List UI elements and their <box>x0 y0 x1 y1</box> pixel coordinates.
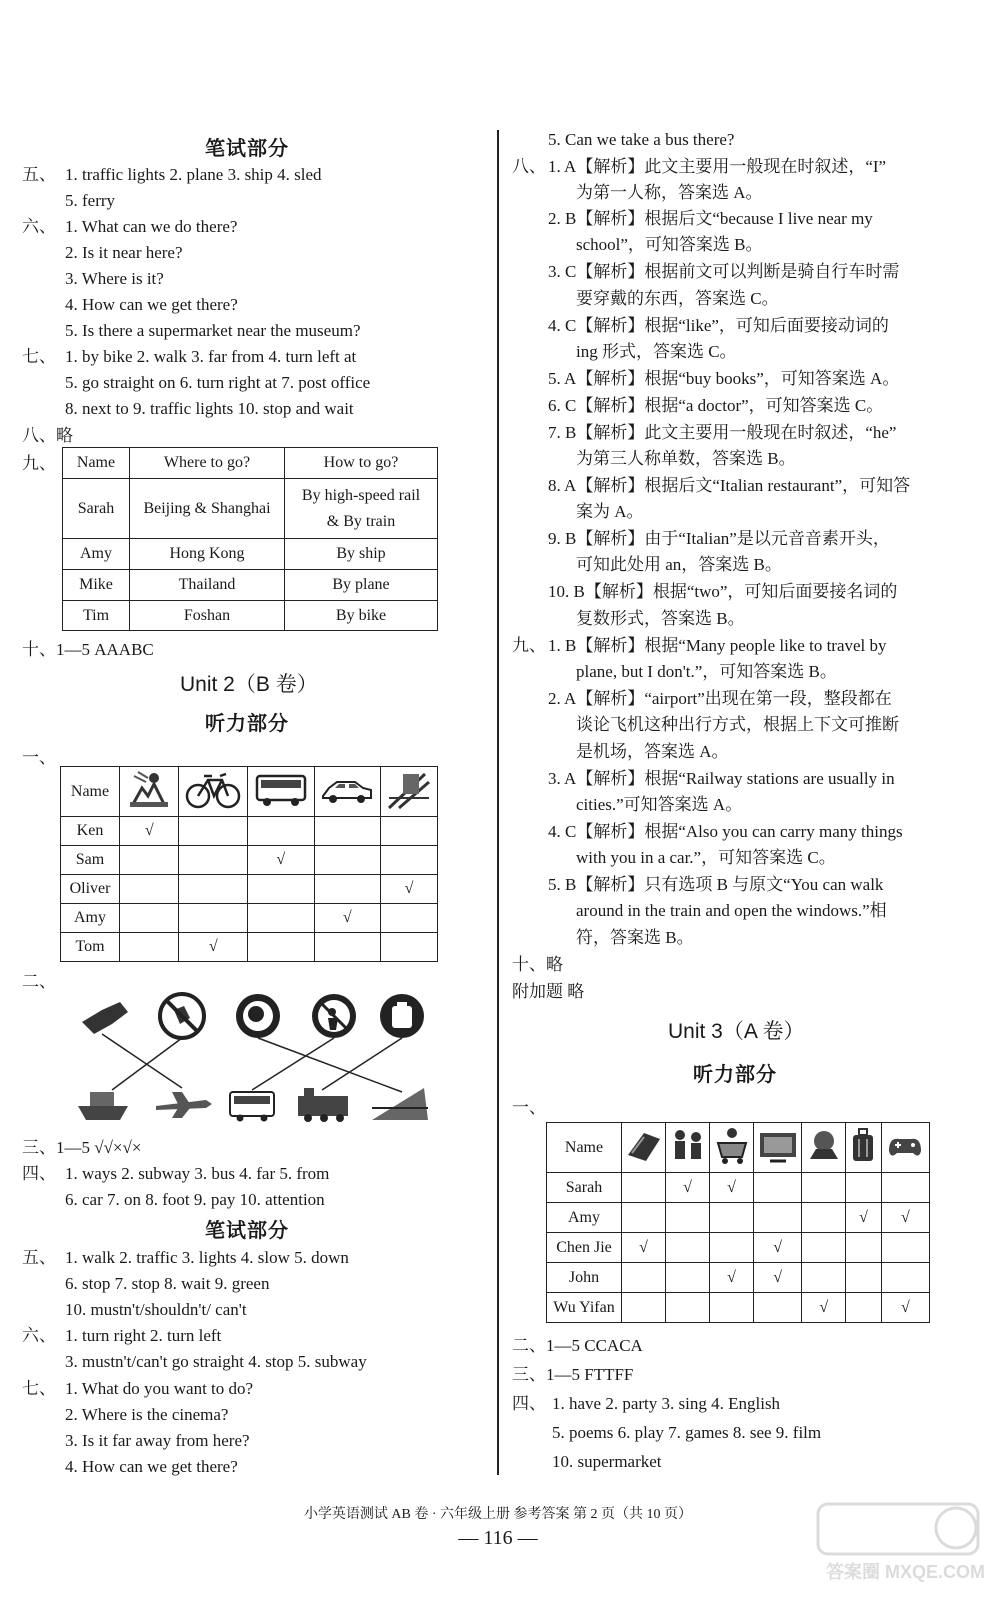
q9-line: 是机场，答案选 A。 <box>576 742 729 761</box>
q7-line: 8. next to 9. traffic lights 10. stop and wait <box>65 399 354 418</box>
table-cell: Foshan <box>130 601 285 631</box>
q9-line: 4. C【解析】根据“Also you can carry many things <box>548 822 903 841</box>
q3-answer: 三、1—5 FTTFF <box>512 1365 634 1384</box>
q6-item: 5. Is there a supermarket near the museum? <box>65 321 361 340</box>
q8-label: 八、略 <box>22 426 73 445</box>
check-cell: √ <box>179 933 248 962</box>
column-divider <box>497 130 499 1475</box>
q7-line: 5. go straight on 6. turn right at 7. post office <box>65 373 371 392</box>
game-icon <box>881 1123 929 1173</box>
q10-answer: 十、1—5 AAABC <box>22 640 154 659</box>
table-header: Name <box>547 1123 622 1173</box>
unit2-title: Unit 2（B 卷） <box>180 673 318 696</box>
q9-line: cities.”可知答案选 A。 <box>576 795 743 814</box>
q10-answer: 十、略 <box>512 955 563 974</box>
walk-icon <box>120 767 179 817</box>
table-cell: By ship <box>285 539 438 570</box>
q6b-line: 1. turn right 2. turn left <box>65 1326 222 1345</box>
q6-item: 4. How can we get there? <box>65 295 238 314</box>
book-icon <box>622 1123 666 1173</box>
shopping-icon <box>710 1123 754 1173</box>
no-hand-sign-icon <box>160 994 204 1038</box>
check-cell <box>622 1263 666 1293</box>
check-cell <box>802 1233 846 1263</box>
check-cell: √ <box>380 875 437 904</box>
check-cell <box>120 904 179 933</box>
q5b-line: 1. walk 2. traffic 3. lights 4. slow 5. down <box>65 1248 349 1267</box>
check-cell <box>314 933 380 962</box>
check-cell <box>248 904 314 933</box>
bus-icon <box>248 767 314 817</box>
check-cell <box>881 1173 929 1203</box>
check-cell <box>846 1233 881 1263</box>
check-cell <box>314 875 380 904</box>
check-cell <box>802 1203 846 1233</box>
q4-label: 四、 <box>512 1394 546 1413</box>
check-cell <box>380 817 437 846</box>
q5-label: 五、 <box>22 165 56 184</box>
table-cell: Sarah <box>547 1173 622 1203</box>
check-cell: √ <box>846 1203 881 1233</box>
matching-diagram <box>72 988 432 1128</box>
check-cell: √ <box>248 846 314 875</box>
check-cell <box>380 904 437 933</box>
check-cell: √ <box>754 1263 802 1293</box>
table-cell-line: By high-speed rail <box>301 486 421 504</box>
table-row <box>61 817 438 846</box>
table-cell: By plane <box>285 570 438 601</box>
q6-label: 六、 <box>22 217 56 236</box>
q8-line: 5. A【解析】根据“buy books”，可知答案选 A。 <box>548 369 900 388</box>
q8-line: 要穿戴的东西，答案选 C。 <box>576 289 779 308</box>
q8-line: 6. C【解析】根据“a doctor”，可知答案选 C。 <box>548 396 884 415</box>
check-cell: √ <box>120 817 179 846</box>
check-cell <box>179 904 248 933</box>
q9-label: 九、 <box>22 454 56 473</box>
bike-icon <box>179 767 248 817</box>
q7b-line: 2. Where is the cinema? <box>65 1405 229 1424</box>
check-cell <box>802 1173 846 1203</box>
table-row <box>63 570 438 601</box>
check-cell <box>179 846 248 875</box>
transport-check-table <box>60 766 438 962</box>
travel-table <box>62 447 438 631</box>
table-cell: Sam <box>61 846 120 875</box>
q5b-line: 6. stop 7. stop 8. wait 9. green <box>65 1274 270 1293</box>
no-phone-sign-icon <box>236 994 280 1038</box>
check-cell: √ <box>710 1173 754 1203</box>
section-title-listening: 听力部分 <box>693 1064 777 1086</box>
table-cell: Tim <box>63 601 130 631</box>
car-icon <box>314 767 380 817</box>
q7b-line: 1. What do you want to do? <box>65 1379 254 1398</box>
table-row <box>547 1293 930 1323</box>
table-row <box>63 479 438 539</box>
q8-line: 2. B【解析】根据后文“because I live near my <box>548 209 873 228</box>
bonus-answer: 附加题 略 <box>512 982 585 1001</box>
q7-label: 七、 <box>22 347 56 366</box>
q2-label: 二、 <box>22 972 56 991</box>
check-cell: √ <box>881 1203 929 1233</box>
section-title-listening: 听力部分 <box>205 713 289 735</box>
table-row <box>547 1263 930 1293</box>
table-row <box>547 1203 930 1233</box>
footer-line: 小学英语测试 AB 卷 · 六年级上册 参考答案 第 2 页（共 10 页） <box>303 1507 693 1522</box>
check-cell: √ <box>710 1263 754 1293</box>
q8-line: 4. C【解析】根据“like”，可知后面要接动词的 <box>548 316 889 335</box>
table-header: Where to go? <box>130 448 285 479</box>
q8-line: 1. A【解析】此文主要用一般现在时叙述，“I” <box>548 157 887 176</box>
table-cell <box>285 479 438 539</box>
table-cell: Mike <box>63 570 130 601</box>
check-cell <box>380 933 437 962</box>
check-cell <box>622 1173 666 1203</box>
check-cell <box>120 846 179 875</box>
q4-line: 6. car 7. on 8. foot 9. pay 10. attention <box>65 1190 325 1209</box>
table-cell: Wu Yifan <box>547 1293 622 1323</box>
check-cell <box>881 1233 929 1263</box>
table-row <box>63 601 438 631</box>
q5-line-2: 5. ferry <box>65 191 116 210</box>
q9-line: with you in a car.”，可知答案选 C。 <box>576 848 836 867</box>
check-cell <box>248 875 314 904</box>
q8-line: 10. B【解析】根据“two”，可知后面要接名词的 <box>548 582 898 601</box>
check-cell <box>622 1293 666 1323</box>
q8-line: 7. B【解析】此文主要用一般现在时叙述，“he” <box>548 423 897 442</box>
q8-line: 案为 A。 <box>576 502 644 521</box>
check-cell <box>666 1203 710 1233</box>
table-header: Name <box>63 448 130 479</box>
q9-line: 符，答案选 B。 <box>576 928 694 947</box>
check-cell <box>120 933 179 962</box>
q8-line: 可知此处用 an，答案选 B。 <box>576 555 782 574</box>
check-cell: √ <box>622 1233 666 1263</box>
plane-icon <box>156 1092 212 1118</box>
q2-answer: 二、1—5 CCACA <box>512 1336 643 1355</box>
luggage-icon <box>846 1123 881 1173</box>
q4-line: 1. ways 2. subway 3. bus 4. far 5. from <box>65 1164 330 1183</box>
q8-line: 9. B【解析】由于“Italian”是以元音音素开头， <box>548 529 890 548</box>
check-cell <box>710 1293 754 1323</box>
q5b-line: 10. mustn't/shouldn't/ can't <box>65 1300 247 1319</box>
check-cell: √ <box>881 1293 929 1323</box>
q8-line: 为第三人称单数，答案选 B。 <box>576 449 796 468</box>
tv-icon <box>754 1123 802 1173</box>
table-row <box>63 539 438 570</box>
check-cell: √ <box>754 1233 802 1263</box>
table-row <box>61 904 438 933</box>
q8-line: 8. A【解析】根据后文“Italian restaurant”，可知答 <box>548 476 911 495</box>
table-cell: By bike <box>285 601 438 631</box>
q6-item: 1. What can we do there? <box>65 217 238 236</box>
check-cell <box>802 1263 846 1293</box>
q9-line: 1. B【解析】根据“Many people like to travel by <box>548 636 887 655</box>
check-cell <box>846 1263 881 1293</box>
table-cell: Sarah <box>63 479 130 539</box>
q8-line: 3. C【解析】根据前文可以判断是骑自行车时需 <box>548 262 900 281</box>
check-cell <box>666 1263 710 1293</box>
q4-label: 四、 <box>22 1164 56 1183</box>
table-row <box>547 1233 930 1263</box>
q9-line: 2. A【解析】“airport”出现在第一段，整段都在 <box>548 689 892 708</box>
table-cell-line: & By train <box>326 512 396 530</box>
check-cell: √ <box>802 1293 846 1323</box>
check-cell <box>666 1293 710 1323</box>
top-line: 5. Can we take a bus there? <box>548 130 735 149</box>
table-cell: John <box>547 1263 622 1293</box>
table-cell: Thailand <box>130 570 285 601</box>
table-header: How to go? <box>285 448 438 479</box>
q8-line: 复数形式，答案选 B。 <box>576 609 745 628</box>
table-cell: Amy <box>63 539 130 570</box>
q8-line: school”，可知答案选 B。 <box>576 235 763 254</box>
watermark-text: 答案圈 MXQE.COM <box>826 1562 986 1582</box>
check-cell <box>380 846 437 875</box>
check-cell <box>179 817 248 846</box>
hand-stop-icon <box>82 1002 128 1034</box>
q8-line: 为第一人称，答案选 A。 <box>576 183 763 202</box>
q4-line: 10. supermarket <box>552 1452 662 1471</box>
table-row <box>547 1173 930 1203</box>
check-cell <box>248 933 314 962</box>
q6-item: 2. Is it near here? <box>65 243 183 262</box>
q1-label: 一、 <box>22 748 56 767</box>
q6-item: 3. Where is it? <box>65 269 164 288</box>
check-cell <box>179 875 248 904</box>
q9-line: around in the train and open the windows.”相 <box>576 901 887 920</box>
subway-icon <box>372 1088 428 1120</box>
q5b-label: 五、 <box>22 1248 56 1267</box>
check-cell <box>754 1203 802 1233</box>
table-cell: Amy <box>61 904 120 933</box>
q9-label: 九、 <box>512 636 546 655</box>
q9-line: 谈论飞机这种出行方式，根据上下文可推断 <box>576 715 899 734</box>
table-cell: Beijing & Shanghai <box>130 479 285 539</box>
ship-icon <box>78 1092 128 1120</box>
q8-label: 八、 <box>512 157 546 176</box>
check-cell <box>120 875 179 904</box>
check-cell <box>314 846 380 875</box>
q1-label: 一、 <box>512 1098 546 1117</box>
q3-answer: 三、1—5 √√×√× <box>22 1138 142 1157</box>
check-cell <box>754 1173 802 1203</box>
backpack-sign-icon <box>380 994 424 1038</box>
table-cell: Amy <box>547 1203 622 1233</box>
table-header: Name <box>61 767 120 817</box>
family-icon <box>666 1123 710 1173</box>
check-cell: √ <box>666 1173 710 1203</box>
check-cell <box>754 1293 802 1323</box>
q9-line: 3. A【解析】根据“Railway stations are usually in <box>548 769 895 788</box>
check-cell <box>846 1293 881 1323</box>
bus-icon <box>230 1092 274 1122</box>
table-cell: Hong Kong <box>130 539 285 570</box>
section-title-written: 笔试部分 <box>205 1220 289 1242</box>
q7b-line: 3. Is it far away from here? <box>65 1431 250 1450</box>
table-row <box>61 846 438 875</box>
q9-line: plane, but I don't.”，可知答案选 B。 <box>576 662 837 681</box>
train-icon <box>298 1088 348 1122</box>
q7-line: 1. by bike 2. walk 3. far from 4. turn left at <box>65 347 357 366</box>
table-cell: Tom <box>61 933 120 962</box>
unit3-title: Unit 3（A 卷） <box>668 1020 805 1043</box>
check-cell: √ <box>314 904 380 933</box>
check-cell <box>666 1233 710 1263</box>
table-row <box>61 933 438 962</box>
q9-line: 5. B【解析】只有选项 B 与原文“You can walk <box>548 875 884 894</box>
table-cell: Oliver <box>61 875 120 904</box>
table-row <box>61 875 438 904</box>
check-cell <box>881 1263 929 1293</box>
q7b-label: 七、 <box>22 1379 56 1398</box>
page-number: — 116 — <box>458 1527 538 1549</box>
check-cell <box>248 817 314 846</box>
check-cell <box>314 817 380 846</box>
check-cell <box>710 1233 754 1263</box>
table-cell: Chen Jie <box>547 1233 622 1263</box>
q6b-line: 3. mustn't/can't go straight 4. stop 5. subway <box>65 1352 367 1371</box>
check-cell <box>846 1173 881 1203</box>
q5-line-1: 1. traffic lights 2. plane 3. ship 4. sled <box>65 165 322 184</box>
activity-check-table <box>546 1122 930 1323</box>
no-smoking-sign-icon <box>312 994 356 1038</box>
table-cell: Ken <box>61 817 120 846</box>
q4-line: 1. have 2. party 3. sing 4. English <box>552 1394 781 1413</box>
watermark-logo <box>816 1500 986 1592</box>
train-icon <box>380 767 437 817</box>
q4-line: 5. poems 6. play 7. games 8. see 9. film <box>552 1423 822 1442</box>
picnic-icon <box>802 1123 846 1173</box>
q6b-label: 六、 <box>22 1326 56 1345</box>
check-cell <box>710 1203 754 1233</box>
section-title-written: 笔试部分 <box>205 138 289 160</box>
q7b-line: 4. How can we get there? <box>65 1457 238 1476</box>
q8-line: ing 形式，答案选 C。 <box>576 342 737 361</box>
check-cell <box>622 1203 666 1233</box>
